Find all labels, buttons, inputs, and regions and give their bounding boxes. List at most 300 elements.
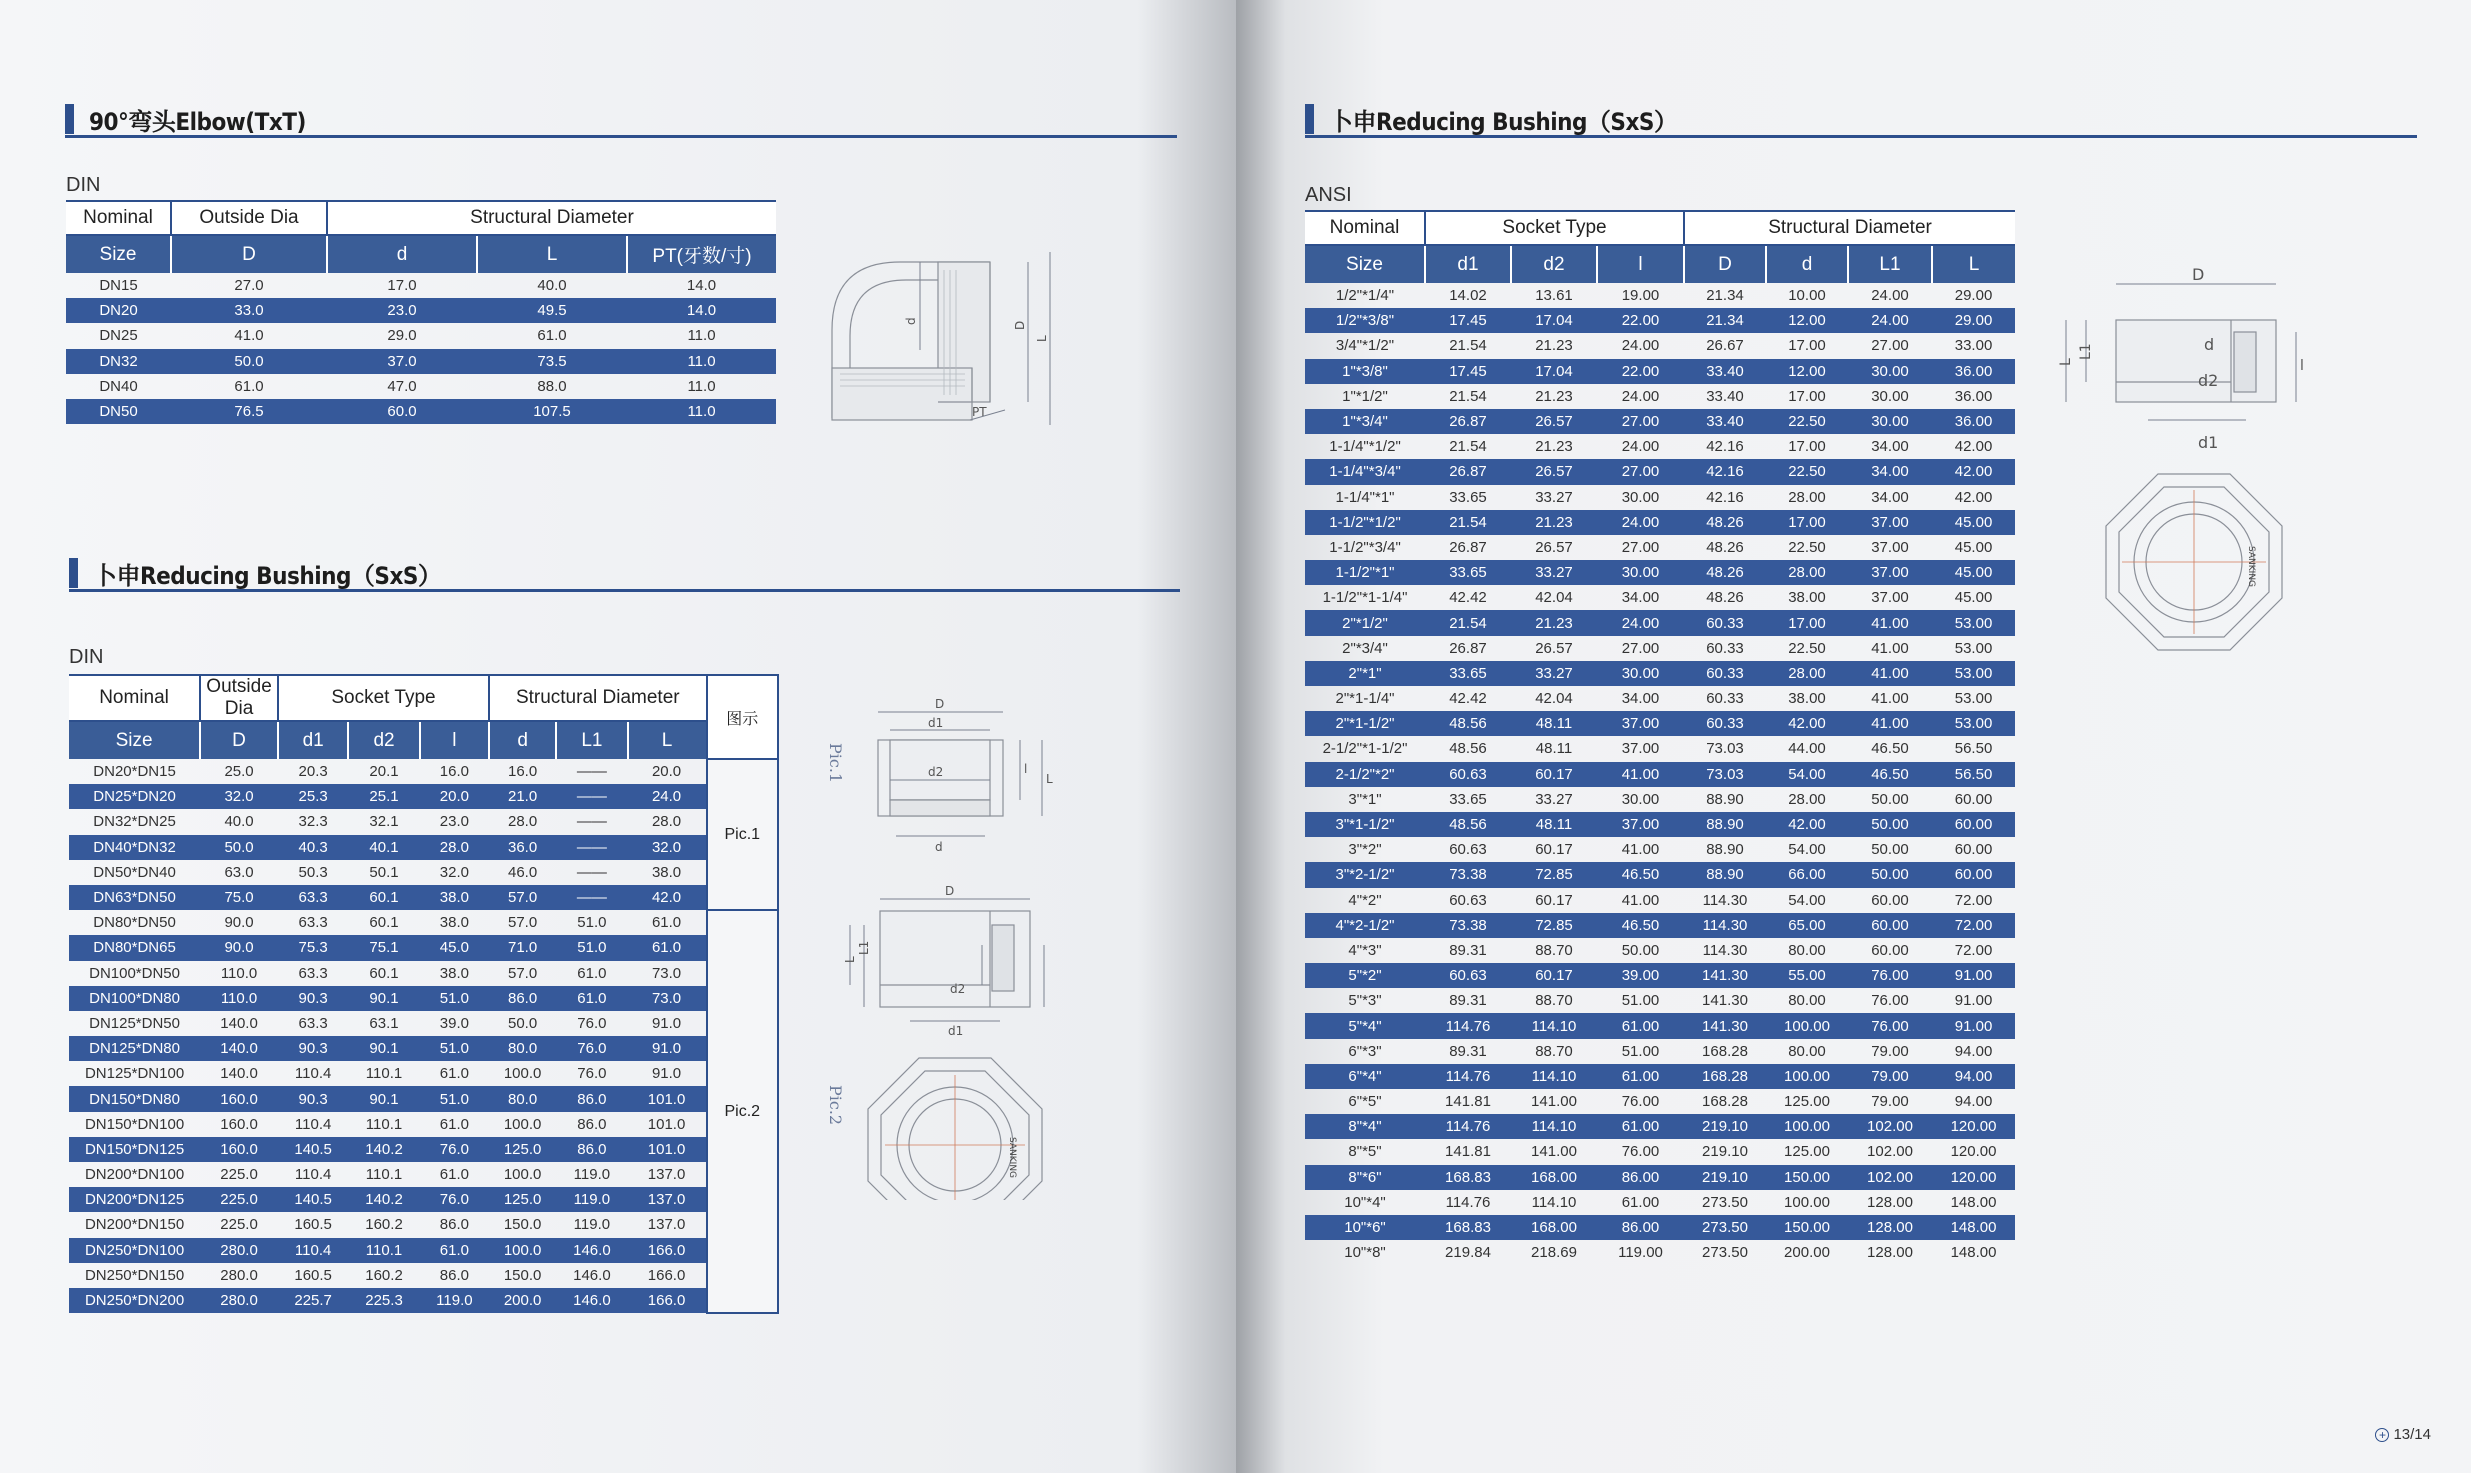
table-row [1305,535,2015,560]
row-size-cell: DN150*DN100 [84,1115,185,1133]
row-size-cell: 1-1/2"*1/2" [1305,510,1425,535]
row-value-cell: 110.0 [220,964,258,982]
row-value-cell: 60.17 [1535,891,1573,909]
pic2-label-L1: L1 [857,940,871,955]
table-row [1305,862,2015,887]
row-value-cell: 141.30 [1702,992,1748,1010]
row-size-cell: DN32*DN25 [93,813,176,831]
row-value-cell: 80.0 [489,1036,556,1061]
row-value-cell: 125.00 [1784,1093,1830,1111]
row-value-cell: 90.1 [348,986,419,1011]
table-row [1305,837,2015,862]
bushing-din-table [69,674,779,1314]
row-value-cell: 72.00 [1932,913,2015,938]
row-value-cell: 47.0 [387,377,417,395]
row-value-cell: 37.00 [1621,740,1660,758]
row-value-cell: 53.00 [1932,711,2015,736]
row-value-cell: 57.0 [508,914,538,932]
row-size-cell: 6"*3" [1348,1042,1382,1060]
row-value-cell: 33.27 [1535,790,1573,808]
table-row [1305,1089,2015,1114]
row-value-cell: 30.00 [1597,560,1684,585]
row-value-cell: 102.00 [1848,1165,1932,1190]
row-value-cell: 53.00 [1954,690,1993,708]
din-group-structural: Structural Diameter [489,675,706,721]
table-row [1305,938,2015,963]
row-value-cell: 140.0 [200,1036,278,1061]
row-value-cell: 88.90 [1684,812,1766,837]
row-value-cell: 27.00 [1871,337,1909,355]
bushing-pic2-drawing [820,885,1060,1200]
row-value-cell: 54.00 [1766,762,1848,787]
row-value-cell: 48.11 [1511,711,1597,736]
row-value-cell: 79.00 [1871,1093,1909,1111]
row-size-cell: 2"*3/4" [1342,639,1388,657]
col-header: d2 [348,721,419,759]
row-value-cell: 11.0 [687,377,716,395]
row-value-cell: 20.1 [369,763,399,781]
row-value-cell: 45.00 [1932,510,2015,535]
row-value-cell: 225.7 [278,1288,348,1313]
row-size-cell: 6"*4" [1305,1064,1425,1089]
table-row [1305,409,2015,434]
row-value-cell: 60.00 [1954,841,1993,859]
row-value-cell: 76.00 [1848,1013,1932,1038]
pic2-label-d2: d2 [950,982,966,996]
row-value-cell: 114.76 [1425,1064,1511,1089]
row-value-cell: 22.50 [1788,538,1826,556]
table-row [69,1137,778,1162]
row-value-cell: 37.00 [1597,711,1684,736]
table-row [69,935,778,960]
row-value-cell: 21.34 [1684,308,1766,333]
row-value-cell: 72.00 [1954,891,1993,909]
bushing-ansi-standard: ANSI [1305,184,1352,206]
row-value-cell: 46.50 [1871,740,1909,758]
row-value-cell: 65.00 [1766,913,1848,938]
row-value-cell: 110.0 [200,986,278,1011]
row-size-cell: 6"*5" [1348,1093,1382,1111]
row-value-cell: 28.0 [508,813,538,831]
row-value-cell: 48.56 [1425,812,1511,837]
row-value-cell: 50.0 [171,349,327,374]
row-value-cell: 148.00 [1932,1215,2015,1240]
row-value-cell: 61.0 [439,1166,469,1184]
row-value-cell: 16.0 [508,763,538,781]
row-value-cell: 33.40 [1684,359,1766,384]
row-value-cell: 114.76 [1445,1193,1491,1211]
row-value-cell: 141.30 [1684,963,1766,988]
row-size-cell: 1-1/2"*3/4" [1329,538,1401,556]
row-value-cell: 42.16 [1706,438,1744,456]
row-value-cell: 150.0 [503,1266,542,1284]
table-row [66,349,776,374]
pic1-label-L: L [1046,772,1053,786]
row-value-cell: 42.04 [1535,589,1573,607]
elbow-label-PT: PT [972,405,987,419]
table-row [66,323,776,348]
row-size-cell: 8"*5" [1348,1143,1382,1161]
table-row [1305,762,2015,787]
row-value-cell: 219.10 [1702,1143,1748,1161]
row-value-cell: —— [576,813,607,831]
row-value-cell: 24.0 [628,784,707,809]
table-row [1305,1165,2015,1190]
row-value-cell: 101.0 [628,1086,707,1111]
pic1-label-d2: d2 [928,765,944,779]
row-value-cell: 48.56 [1425,711,1511,736]
col-header: Size [69,721,200,759]
row-value-cell: 200.00 [1784,1244,1830,1262]
row-value-cell: 29.00 [1932,308,2015,333]
row-value-cell: 110.4 [294,1166,332,1184]
row-value-cell: 11.0 [687,327,716,345]
row-value-cell: 26.67 [1706,337,1744,355]
table-row [69,1036,778,1061]
row-value-cell: 41.00 [1848,711,1932,736]
table-row [1305,1139,2015,1164]
row-value-cell: 73.03 [1684,762,1766,787]
table-row [69,986,778,1011]
row-value-cell: 46.50 [1848,762,1932,787]
row-value-cell: 141.81 [1445,1143,1491,1161]
row-value-cell: 76.0 [420,1137,489,1162]
row-value-cell: 61.0 [577,964,607,982]
group-header-outside-dia: Outside Dia [171,201,327,235]
col-header: l [1597,245,1684,283]
row-value-cell: 119.0 [420,1288,489,1313]
row-value-cell: 102.00 [1867,1143,1913,1161]
row-value-cell: 86.0 [556,1137,627,1162]
row-value-cell: 91.00 [1932,963,2015,988]
elbow-drawing [820,250,1070,435]
row-value-cell: —— [576,863,607,881]
row-value-cell: 42.00 [1954,438,1993,456]
row-value-cell: 26.57 [1535,538,1573,556]
row-value-cell: 102.00 [1848,1114,1932,1139]
row-value-cell: 150.0 [503,1216,542,1234]
row-value-cell: 21.54 [1449,438,1487,456]
row-value-cell: 17.00 [1788,387,1826,405]
row-size-cell: DN63*DN50 [69,885,200,910]
row-value-cell: 61.0 [628,935,707,960]
row-value-cell: 90.1 [348,1036,419,1061]
row-value-cell: 168.83 [1425,1215,1511,1240]
ansi-label-L: L [2058,358,2074,366]
row-value-cell: 60.1 [369,914,399,932]
row-value-cell: 76.0 [420,1187,489,1212]
bushing-ansi-section-title [1305,98,2417,138]
table-row [1305,384,2015,409]
row-value-cell: 110.1 [348,1238,419,1263]
table-row [1305,812,2015,837]
table-row [69,809,778,834]
row-value-cell: 57.0 [508,964,538,982]
col-header: l [420,721,489,759]
table-row [1305,1114,2015,1139]
row-size-cell: DN125*DN100 [84,1065,185,1083]
col-header: d [489,721,556,759]
row-value-cell: 37.0 [327,349,477,374]
row-value-cell: 280.0 [220,1266,258,1284]
row-size-cell: 4"*2-1/2" [1305,913,1425,938]
row-value-cell: 33.40 [1706,387,1744,405]
row-value-cell: 21.54 [1425,510,1511,535]
row-value-cell: 17.00 [1788,438,1826,456]
row-value-cell: 225.0 [200,1187,278,1212]
row-value-cell: 22.00 [1597,308,1684,333]
row-value-cell: 17.04 [1511,359,1597,384]
row-size-cell: 2"*1" [1305,661,1425,686]
row-value-cell: 51.0 [420,986,489,1011]
row-value-cell: 61.00 [1597,1013,1684,1038]
row-value-cell: 60.00 [1954,790,1993,808]
row-value-cell: 38.0 [651,863,682,881]
bushing-din-section-title [69,552,1180,592]
row-value-cell: 27.0 [234,277,264,295]
row-size-cell: 1"*1/2" [1342,387,1388,405]
ansi-brand: SANKING [2246,546,2256,588]
row-value-cell: 25.0 [224,763,254,781]
row-value-cell: 61.0 [420,1238,489,1263]
row-value-cell: 60.1 [348,885,419,910]
row-value-cell: 168.28 [1702,1093,1748,1111]
row-size-cell: DN250*DN100 [69,1238,200,1263]
row-value-cell: 88.0 [537,377,567,395]
col-header: D [171,235,327,273]
ansi-label-L1: L1 [2078,343,2094,360]
row-value-cell: 63.3 [298,914,328,932]
row-value-cell: 21.23 [1535,337,1573,355]
row-value-cell: 120.00 [1932,1114,2015,1139]
row-value-cell: 37.00 [1871,538,1909,556]
row-value-cell: 17.00 [1766,610,1848,635]
row-value-cell: 90.3 [278,1036,348,1061]
row-value-cell: 90.0 [200,935,278,960]
row-value-cell: 48.11 [1511,812,1597,837]
row-value-cell: 61.0 [234,377,264,395]
row-value-cell: 63.3 [298,964,328,982]
row-value-cell: 54.00 [1788,841,1826,859]
row-value-cell: 160.2 [365,1216,403,1234]
row-value-cell: 61.00 [1621,1193,1660,1211]
row-value-cell: 46.0 [508,863,538,881]
row-value-cell: 44.00 [1788,740,1826,758]
row-value-cell: 140.2 [348,1137,419,1162]
ansi-group-structural: Structural Diameter [1684,211,2015,245]
row-value-cell: 26.87 [1425,459,1511,484]
row-value-cell: 137.0 [628,1187,707,1212]
row-value-cell: 73.38 [1425,862,1511,887]
row-size-cell: DN100*DN80 [69,986,200,1011]
row-value-cell: 24.00 [1621,387,1660,405]
table-row [1305,610,2015,635]
row-value-cell: 60.00 [1932,862,2015,887]
row-value-cell: 17.45 [1425,359,1511,384]
row-value-cell: 37.00 [1597,812,1684,837]
row-value-cell: 21.0 [489,784,556,809]
table-row [66,374,776,399]
row-size-cell: DN100*DN50 [89,964,180,982]
row-value-cell: —— [576,763,607,781]
row-value-cell: 89.31 [1449,992,1487,1010]
table-row [1305,308,2015,333]
pic1-label-D: D [935,697,945,711]
row-value-cell: 28.00 [1788,488,1826,506]
row-value-cell: 22.50 [1788,639,1826,657]
row-value-cell: 42.00 [1932,459,2015,484]
row-value-cell: 168.28 [1702,1042,1748,1060]
row-value-cell: 76.0 [556,1036,627,1061]
row-value-cell: 119.0 [573,1216,611,1234]
row-value-cell: 73.0 [628,986,707,1011]
table-row [1305,333,2015,358]
row-value-cell: 50.0 [200,835,278,860]
row-value-cell: 63.0 [224,863,254,881]
row-value-cell: 24.00 [1871,287,1909,305]
row-value-cell: 20.3 [298,763,328,781]
row-value-cell: 30.00 [1848,409,1932,434]
row-value-cell: 94.00 [1954,1093,1993,1111]
table-row [69,759,778,784]
row-value-cell: 91.0 [651,1014,682,1032]
col-header: d2 [1511,245,1597,283]
row-value-cell: —— [556,885,627,910]
row-value-cell: 24.00 [1597,610,1684,635]
row-value-cell: 72.85 [1511,913,1597,938]
row-value-cell: 17.45 [1425,308,1511,333]
row-value-cell: 21.54 [1449,387,1487,405]
row-value-cell: 42.0 [628,885,707,910]
row-value-cell: 128.00 [1867,1244,1913,1262]
row-value-cell: 14.0 [627,298,776,323]
row-value-cell: 23.0 [327,298,477,323]
row-value-cell: 76.00 [1621,1093,1660,1111]
row-value-cell: 91.00 [1932,1013,2015,1038]
row-value-cell: 38.0 [420,885,489,910]
table-row [1305,510,2015,535]
row-value-cell: 114.76 [1425,1114,1511,1139]
row-value-cell: 86.0 [439,1266,469,1284]
row-value-cell: 114.30 [1702,891,1748,909]
row-value-cell: 100.00 [1766,1064,1848,1089]
row-value-cell: 27.00 [1621,538,1660,556]
row-value-cell: 32.0 [628,835,707,860]
row-value-cell: 60.33 [1684,661,1766,686]
din-group-outside-dia: Outside Dia [200,675,278,721]
row-value-cell: 125.0 [489,1187,556,1212]
col-header: d [1766,245,1848,283]
row-value-cell: 38.0 [439,914,469,932]
row-value-cell: 72.00 [1954,941,1993,959]
row-value-cell: 53.00 [1932,610,2015,635]
row-value-cell: 41.00 [1848,661,1932,686]
row-value-cell: 141.00 [1531,1143,1577,1161]
row-value-cell: 17.00 [1788,337,1826,355]
row-value-cell: 60.00 [1871,941,1909,959]
row-value-cell: 45.00 [1954,538,1993,556]
row-value-cell: 48.11 [1535,740,1573,758]
row-size-cell: 4"*3" [1348,941,1382,959]
row-value-cell: 17.00 [1766,510,1848,535]
table-row [1305,787,2015,812]
row-size-cell: 8"*4" [1305,1114,1425,1139]
row-size-cell: DN50 [66,399,171,424]
row-value-cell: 140.5 [278,1137,348,1162]
row-value-cell: 50.00 [1848,862,1932,887]
row-value-cell: 73.5 [477,349,627,374]
table-row [69,1187,778,1212]
row-value-cell: 168.00 [1511,1215,1597,1240]
row-value-cell: 140.0 [220,1014,258,1032]
row-value-cell: 33.0 [171,298,327,323]
row-value-cell: 80.00 [1788,992,1826,1010]
row-size-cell: 4"*2" [1348,891,1382,909]
row-value-cell: 34.00 [1621,690,1660,708]
table-row [1305,661,2015,686]
pic1-label-l: l [1024,762,1028,776]
row-size-cell: 10"*8" [1344,1244,1386,1262]
bushing-din-title: 卜申Reducing Bushing（SxS） [93,562,442,590]
table-row [1305,686,2015,711]
row-value-cell: 160.0 [220,1115,258,1133]
row-value-cell: 53.00 [1954,639,1993,657]
row-value-cell: 13.61 [1535,287,1573,305]
row-value-cell: 100.00 [1784,1193,1830,1211]
pic1-side-label: Pic.1 [826,743,845,784]
table-row [66,298,776,323]
row-value-cell: 30.00 [1871,387,1909,405]
row-value-cell: 100.0 [503,1115,542,1133]
row-value-cell: 24.00 [1597,510,1684,535]
row-value-cell: 273.50 [1684,1215,1766,1240]
row-value-cell: 60.33 [1706,639,1744,657]
row-value-cell: 33.27 [1511,560,1597,585]
row-value-cell: 160.5 [294,1216,332,1234]
bushing-ansi-table [1305,210,2015,1265]
row-value-cell: 48.56 [1449,740,1487,758]
row-size-cell: 2"*1-1/4" [1335,690,1395,708]
row-value-cell: 80.00 [1788,941,1826,959]
row-value-cell: 26.87 [1449,538,1487,556]
pic2-brand: SANKING [1007,1137,1017,1179]
table-row [1305,963,2015,988]
row-value-cell: 38.00 [1788,690,1826,708]
table-row [69,1112,778,1137]
row-value-cell: 60.1 [369,964,399,982]
row-value-cell: 90.3 [278,1086,348,1111]
row-value-cell: 273.50 [1702,1244,1748,1262]
row-value-cell: 28.00 [1766,560,1848,585]
row-value-cell: 12.00 [1766,359,1848,384]
row-value-cell: 41.00 [1871,690,1909,708]
row-value-cell: 166.0 [628,1238,707,1263]
col-header: d [327,235,477,273]
row-value-cell: 225.0 [220,1166,258,1184]
ansi-group-nominal: Nominal [1305,211,1425,245]
row-size-cell: 3"*1-1/2" [1305,812,1425,837]
row-value-cell: 60.17 [1511,762,1597,787]
row-value-cell: 160.0 [200,1086,278,1111]
row-value-cell: 37.00 [1848,560,1932,585]
elbow-title: 90°弯头Elbow(TxT) [89,108,306,136]
row-value-cell: 21.23 [1511,510,1597,535]
row-value-cell: 27.00 [1597,459,1684,484]
row-value-cell: 33.65 [1449,790,1487,808]
row-value-cell: 42.04 [1535,690,1573,708]
table-row [1305,359,2015,384]
row-value-cell: 48.26 [1706,589,1744,607]
